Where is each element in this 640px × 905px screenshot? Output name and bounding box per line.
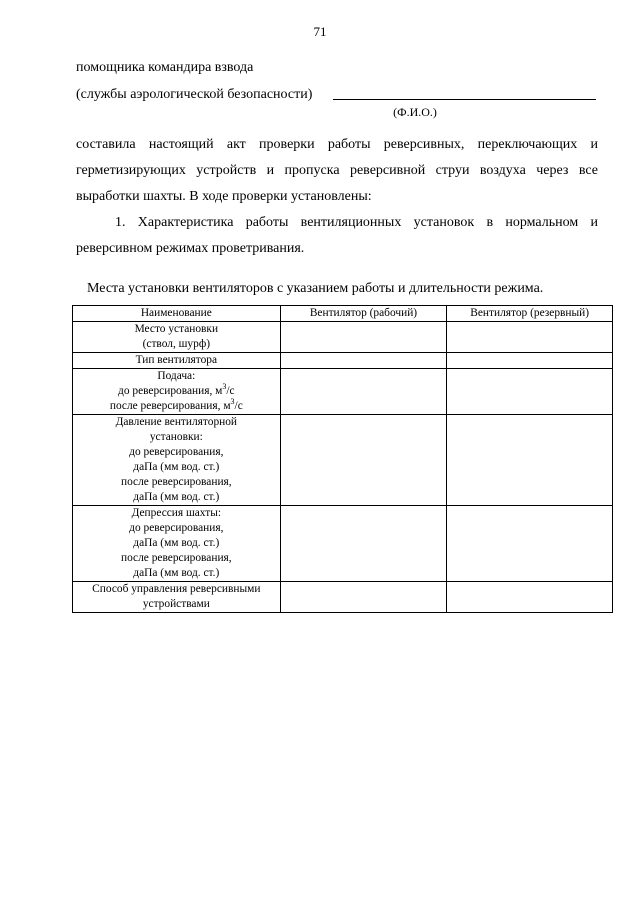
header-fan-working: Вентилятор (рабочий) [280, 306, 447, 322]
row-label-line: до реверсирования, [129, 522, 224, 534]
paragraph-2-line-2: реверсивном режимах проветривания. [76, 241, 305, 256]
row-label-line: Место установки [134, 323, 219, 335]
cell-fan-reserve[interactable] [447, 582, 613, 613]
row-label-line: Подача: [157, 370, 196, 382]
cell-fan-working[interactable] [280, 322, 447, 353]
row-label [73, 506, 281, 582]
row-label-line [75, 399, 278, 414]
supply-after-text: после реверсирования, $м^3/с$ [109, 397, 243, 412]
table-header-row [73, 306, 613, 322]
cell-fan-reserve[interactable] [447, 353, 613, 369]
table-row [73, 369, 613, 415]
row-label [73, 322, 281, 353]
row-label-line: даПа (мм вод. ст.) [133, 491, 220, 503]
row-label-line: после реверсирования, [120, 476, 232, 488]
paragraph-2-line-1: 1. Характеристика работы вентиляционных установок в нормальном и [115, 215, 598, 230]
cell-fan-reserve[interactable] [447, 415, 613, 506]
table-row [73, 582, 613, 613]
row-label-line: (ствол, шурф) [142, 338, 210, 350]
row-label-line: установки: [149, 431, 203, 443]
paragraph-1-line-3: выработки шахты. В ходе проверки установлены: [76, 189, 372, 204]
row-label [73, 415, 281, 506]
row-label [73, 582, 281, 613]
signature-underline [333, 99, 596, 100]
fio-label: (Ф.И.О.) [393, 105, 437, 119]
row-label-line: после реверсирования, [120, 552, 232, 564]
row-label-line: Тип вентилятора [135, 354, 218, 366]
cell-fan-working[interactable] [280, 506, 447, 582]
cell-fan-working[interactable] [280, 369, 447, 415]
page-number: 71 [313, 24, 327, 39]
ventilation-table [72, 305, 613, 613]
cell-fan-working[interactable] [280, 353, 447, 369]
cell-fan-reserve[interactable] [447, 506, 613, 582]
row-label-line: Способ управления реверсивными [92, 583, 261, 595]
row-label-line: даПа (мм вод. ст.) [133, 537, 220, 549]
cell-fan-reserve[interactable] [447, 369, 613, 415]
row-label [73, 369, 281, 415]
table-row [73, 415, 613, 506]
row-label-line: даПа (мм вод. ст.) [133, 461, 220, 473]
row-label-line: Депрессия шахты: [131, 507, 222, 519]
header-line-2: (службы аэрологической безопасности) [76, 87, 313, 102]
header-line-1: помощника командира взвода [76, 60, 254, 75]
header-name: Наименование [73, 306, 281, 322]
cell-fan-working[interactable] [280, 415, 447, 506]
cell-fan-working[interactable] [280, 582, 447, 613]
table-caption: Места установки вентиляторов с указанием работы и длительности режима. [87, 281, 544, 296]
row-label [73, 353, 281, 369]
paragraph-1-line-1: составила настоящий акт проверки работы реверсивных, переключающих и [76, 137, 598, 152]
row-label-line: Давление вентиляторной [115, 416, 238, 428]
paragraph-1-line-2: герметизирующих устройств и пропуска реверсивной струи воздуха через все [76, 163, 598, 178]
row-label-line: до реверсирования, [129, 446, 224, 458]
row-label-line: устройствами [142, 598, 210, 610]
supply-before-text: до реверсирования, $м^3/с$ [118, 382, 235, 397]
table-row [73, 322, 613, 353]
cell-fan-reserve[interactable] [447, 322, 613, 353]
row-label-line [75, 384, 278, 399]
header-fan-reserve: Вентилятор (резервный) [447, 306, 613, 322]
table-row [73, 506, 613, 582]
row-label-line: даПа (мм вод. ст.) [133, 567, 220, 579]
table-row [73, 353, 613, 369]
